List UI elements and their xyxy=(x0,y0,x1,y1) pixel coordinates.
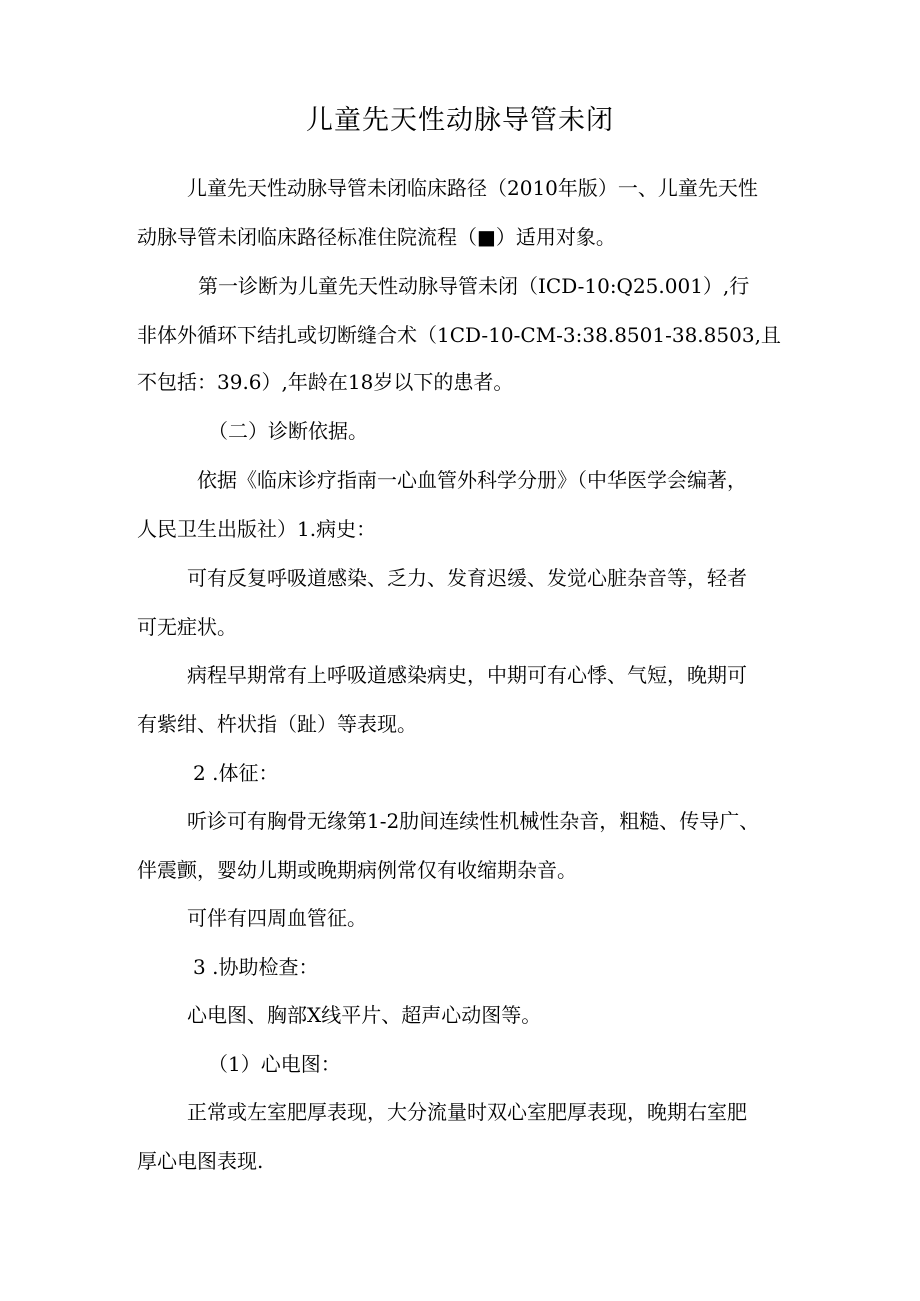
text-line: （二）诊断依据。 xyxy=(208,419,368,443)
text-line: 动脉导管未闭临床路径标准住院流程（■）适用对象。 xyxy=(137,225,616,249)
text-line: 有紫绀、杵状指（趾）等表现。 xyxy=(137,712,417,736)
text-line: 心电图、胸部X线平片、超声心动图等。 xyxy=(187,1003,542,1027)
text-line: 厚心电图表现. xyxy=(137,1149,264,1173)
text-line: （1）心电图： xyxy=(208,1052,341,1076)
text-line: 可有反复呼吸道感染、乏力、发育迟缓、发觉心脏杂音等，轻者 xyxy=(187,566,747,590)
text-line: 可无症状。 xyxy=(137,615,237,639)
text-line: 伴震颤，婴幼儿期或晚期病例常仅有收缩期杂音。 xyxy=(137,858,577,882)
document-title: 儿童先天性动脉导管未闭 xyxy=(306,105,614,136)
text-line: 可伴有四周血管征。 xyxy=(187,906,367,930)
text-line: 依据《临床诊疗指南一心血管外科学分册》（中华医学会编著， xyxy=(197,468,747,492)
text-line: 正常或左室肥厚表现，大分流量时双心室肥厚表现，晚期右室肥 xyxy=(187,1100,747,1124)
text-line: 人民卫生出版社）1.病史： xyxy=(137,517,377,541)
text-line: 不包括：39.6）,年龄在18岁以下的患者。 xyxy=(137,370,514,394)
text-line: 听诊可有胸骨无缘第1-2肋间连续性机械性杂音，粗糙、传导广、 xyxy=(187,809,760,833)
text-line: 病程早期常有上呼吸道感染病史，中期可有心悸、气短，晚期可 xyxy=(187,663,747,687)
text-line: 3 .协助检查： xyxy=(193,955,319,979)
text-line: 第一诊断为儿童先天性动脉导管未闭（ICD-10:Q25.001）,行 xyxy=(198,274,750,298)
text-line: 非体外循环下结扎或切断缝合术（1CD-10-CM-3:38.8501-38.8503,且 xyxy=(137,323,781,347)
text-line: 儿童先天性动脉导管未闭临床路径（2010年版）一、儿童先天性 xyxy=(187,176,758,200)
text-line: 2 .体征： xyxy=(193,761,279,785)
